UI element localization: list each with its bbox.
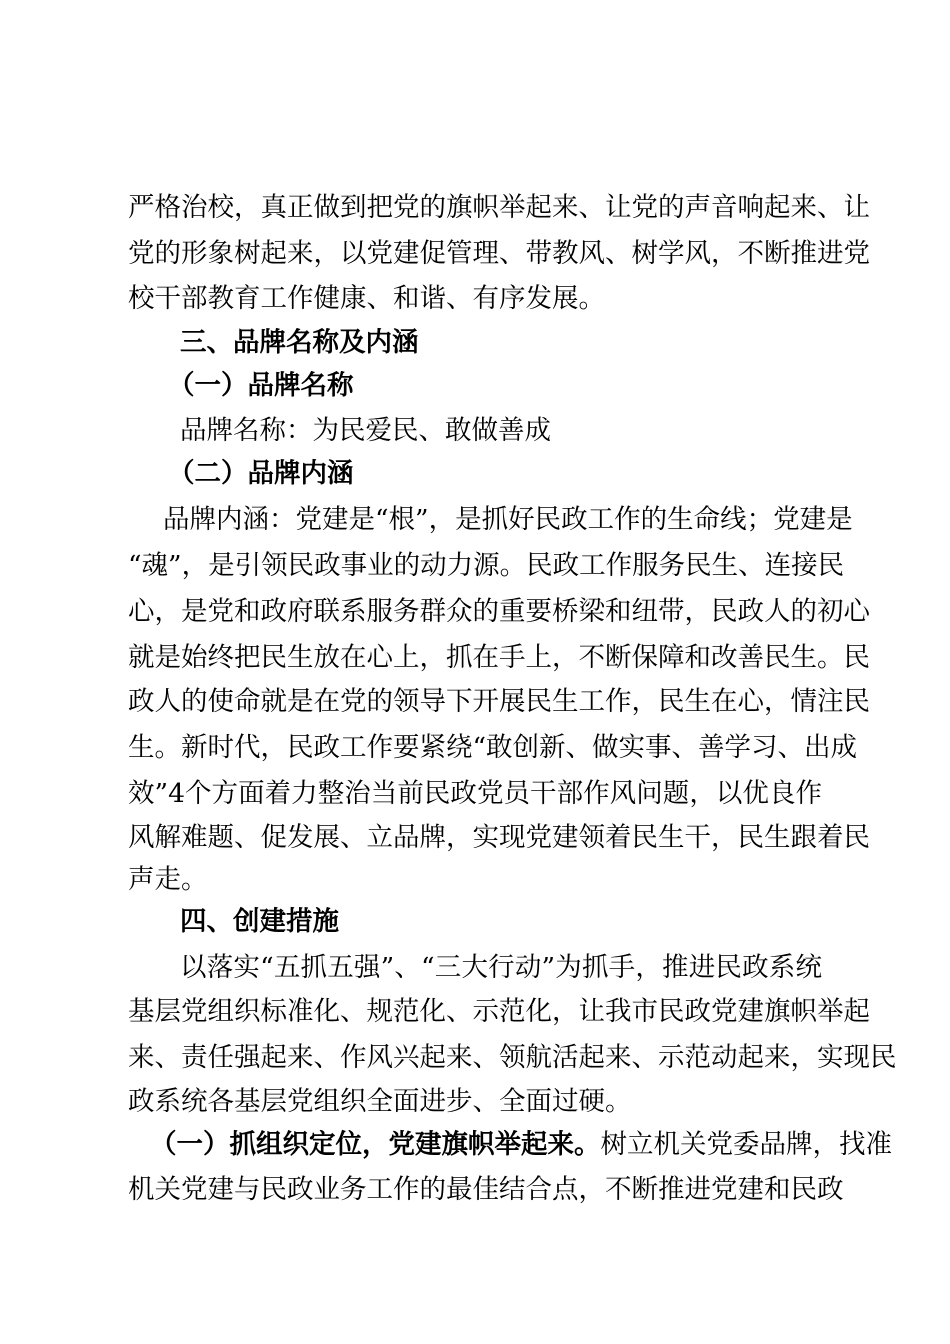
body-text-line: 政系统各基层党组织全面进步、全面过硬。	[128, 1086, 632, 1117]
body-text-line: 基层党组织标准化、规范化、示范化，让我市民政党建旗帜举起	[128, 996, 870, 1027]
body-text: 树立机关党委品牌，找准	[600, 1129, 892, 1160]
body-text-line	[150, 1129, 892, 1161]
body-text-line: 品牌名称：为民爱民、敢做善成	[180, 415, 551, 446]
body-text-line: 党的形象树起来，以党建促管理、带教风、树学风，不断推进党	[128, 238, 870, 269]
body-text-line: 以落实“五抓五强”、“三大行动”为抓手，推进民政系统	[180, 952, 822, 983]
section-heading: 三、品牌名称及内涵	[180, 327, 419, 358]
body-text-line: 品牌内涵：党建是“根”，是抓好民政工作的生命线；党建是	[163, 504, 853, 535]
body-text-line: 严格治校，真正做到把党的旗帜举起来、让党的声音响起来、让	[128, 192, 870, 223]
body-text-line: 效”4个方面着力整治当前民政党员干部作风问题，以优良作	[128, 778, 822, 809]
body-text-line: 政人的使命就是在党的领导下开展民生工作，民生在心，情注民	[128, 686, 870, 717]
subsection-heading: （一）品牌名称	[168, 370, 354, 401]
bold-lead-in: （一）抓组织定位，党建旗帜举起来。	[150, 1129, 601, 1160]
section-heading: 四、创建措施	[180, 906, 339, 937]
body-text-line: 心，是党和政府联系服务群众的重要桥梁和纽带，民政人的初心	[128, 596, 870, 627]
body-text-line: 生。新时代，民政工作要紧绕“敢创新、做实事、善学习、出成	[128, 732, 858, 763]
subsection-heading: （二）品牌内涵	[168, 458, 354, 489]
body-text-line: 声走。	[128, 864, 208, 895]
body-text-line: 机关党建与民政业务工作的最佳结合点，不断推进党建和民政	[128, 1174, 844, 1205]
body-text-line: “魂”，是引领民政事业的动力源。民政工作服务民生、连接民	[128, 550, 845, 581]
body-text-line: 校干部教育工作健康、和谐、有序发展。	[128, 283, 605, 314]
body-text-line: 就是始终把民生放在心上，抓在手上，不断保障和改善民生。民	[128, 642, 870, 673]
body-text-line: 来、责任强起来、作风兴起来、领航活起来、示范动起来，实现民	[128, 1042, 897, 1073]
body-text-line: 风解难题、促发展、立品牌，实现党建领着民生干，民生跟着民	[128, 822, 870, 853]
